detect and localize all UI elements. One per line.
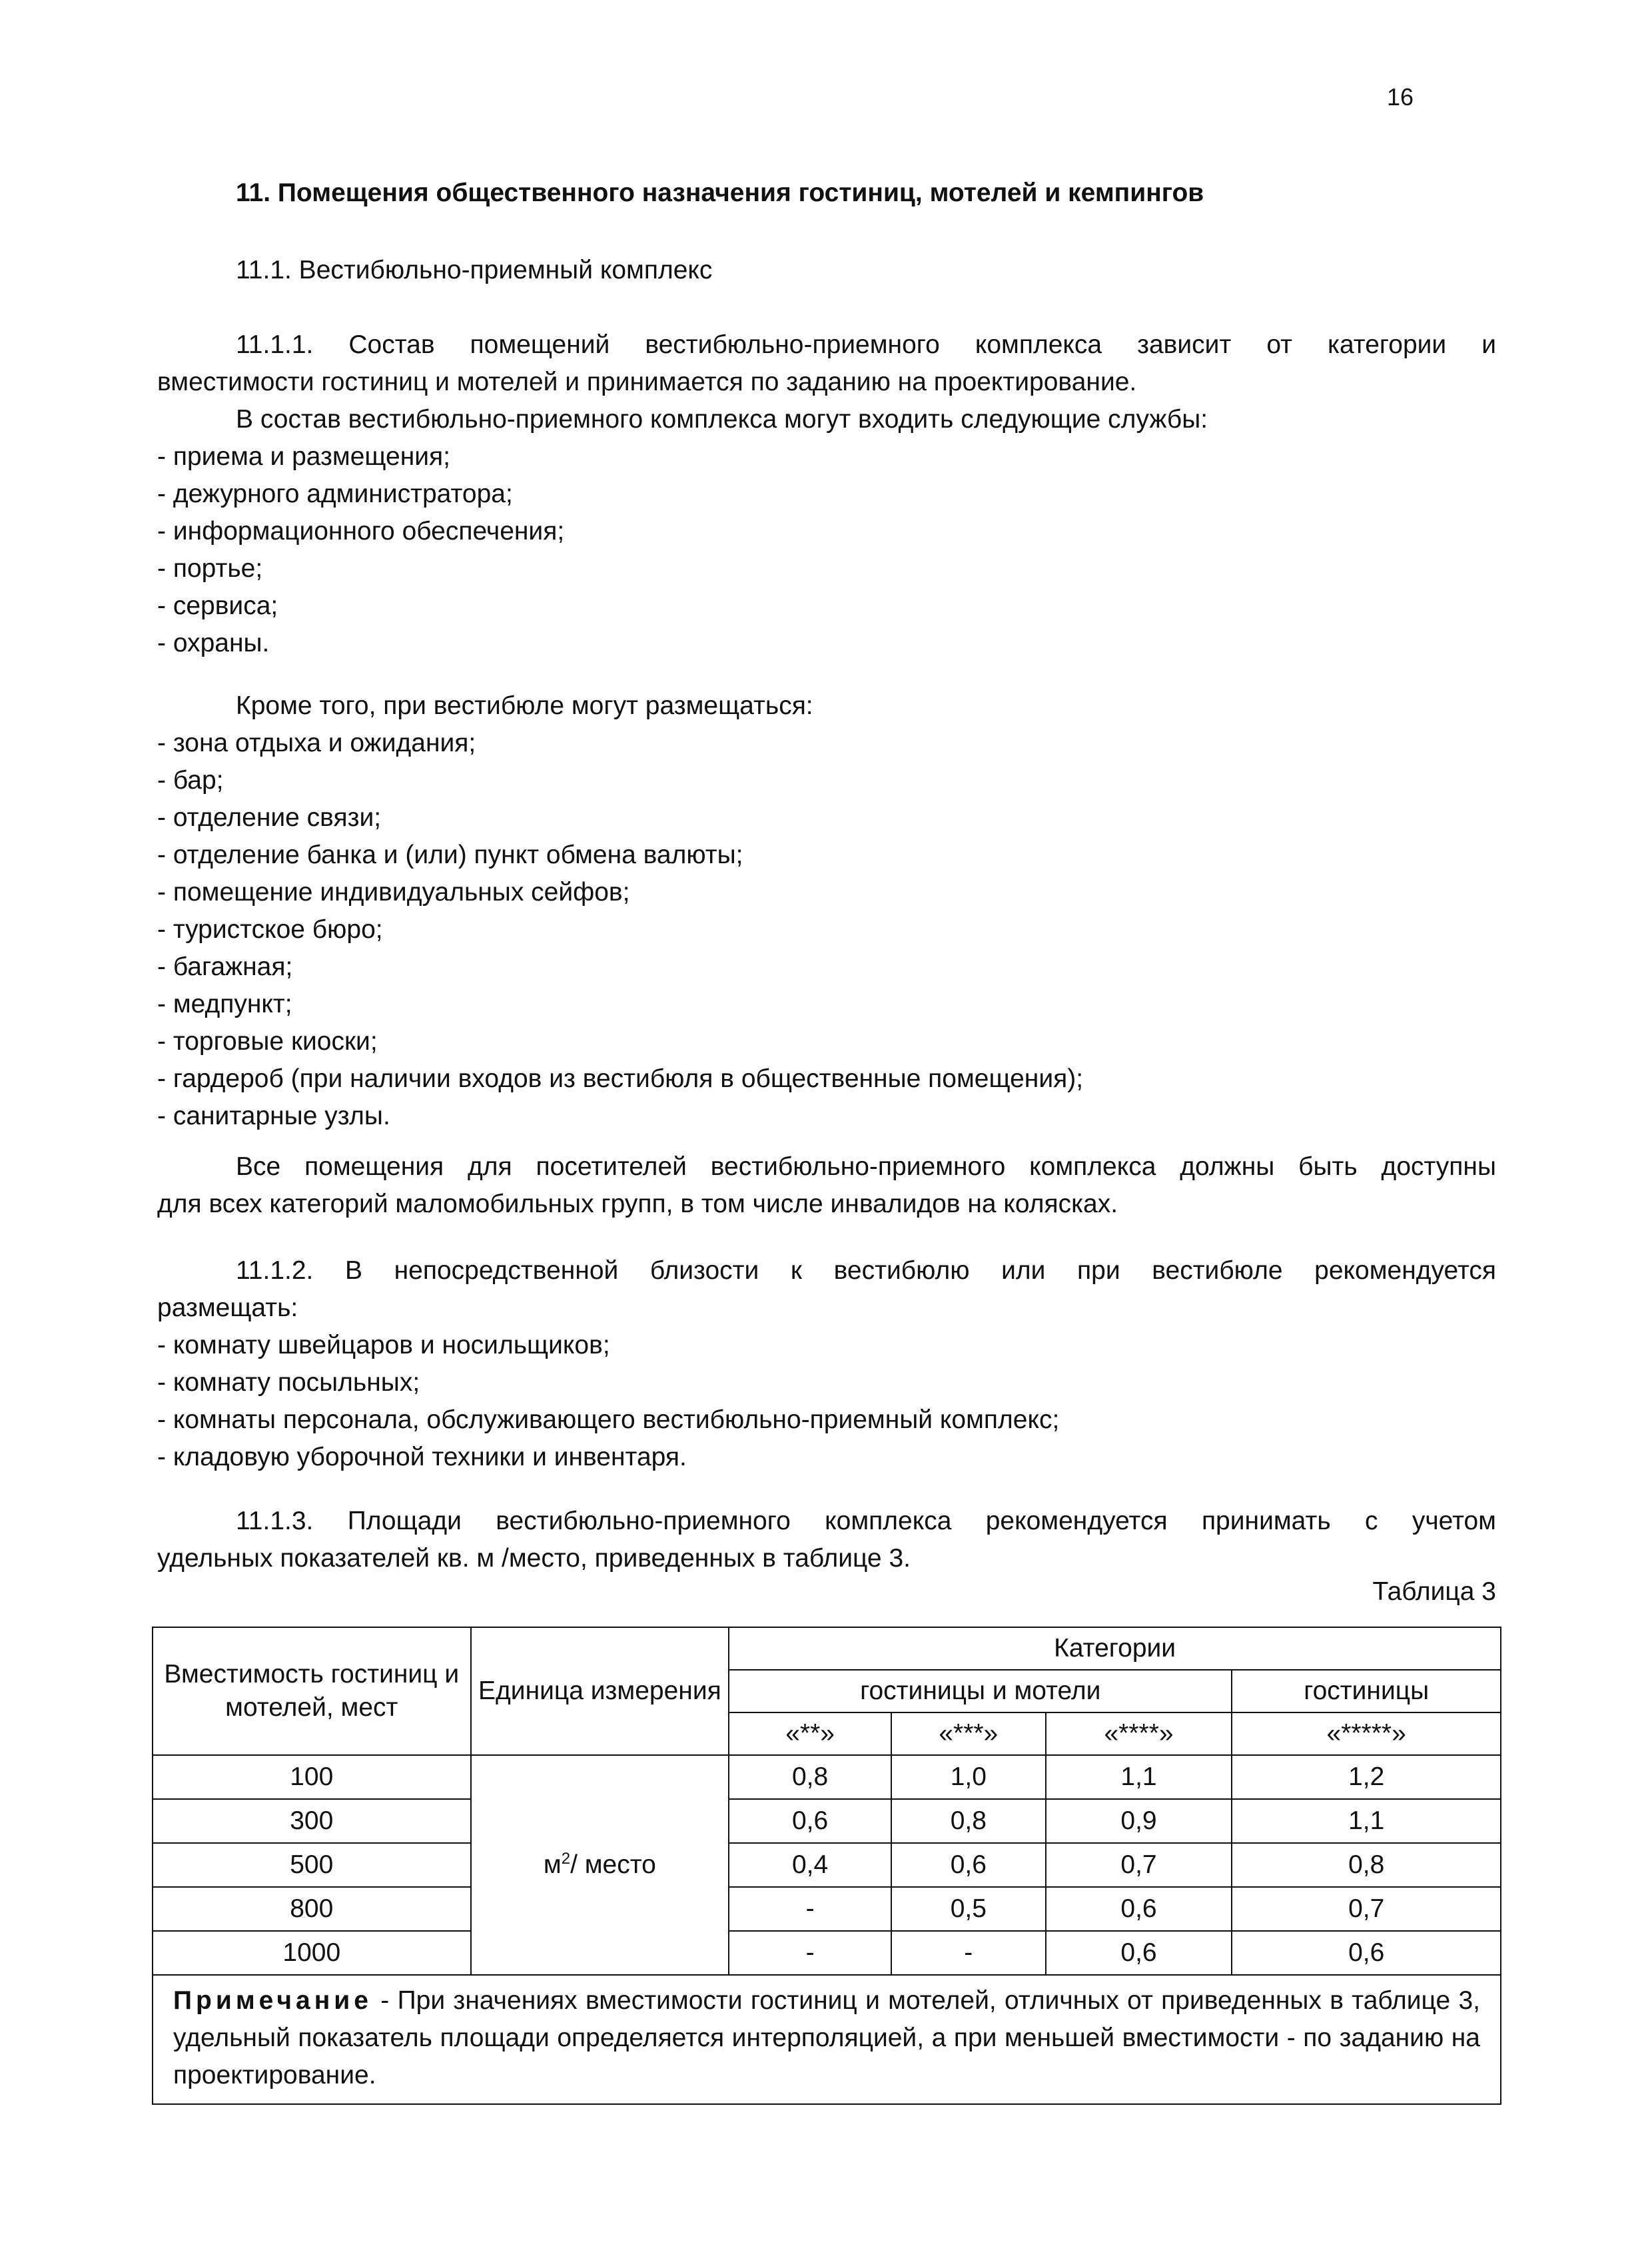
cell-value: 1,1	[1046, 1755, 1232, 1799]
cell-value: -	[891, 1931, 1046, 1975]
note-text: - При значениях вместимости гостиниц и мотелей, отличных от приведенных в таблице 3, удельный показатель площади определяется интерполяцией, а при меньшей вместимости - по заданию на проектирование.	[173, 1986, 1480, 2089]
list-item: - санитарные узлы.	[157, 1102, 390, 1130]
cell-value: 0,4	[729, 1843, 891, 1887]
paragraph-11-1-3	[157, 1503, 1496, 1577]
cell-value: 0,8	[891, 1799, 1046, 1843]
cell-value: 0,5	[891, 1887, 1046, 1931]
cell-capacity: 300	[153, 1799, 471, 1843]
unit-rest: / место	[570, 1850, 656, 1879]
paragraph-line: 11.1.3. Площади вестибюльно-приемного комплекса рекомендуется принимать с учетом	[236, 1507, 1496, 1535]
paragraph-line: 11.1.2. В непосредственной близости к вестибюлю или при вестибюле рекомендуется	[236, 1256, 1496, 1285]
cell-capacity: 800	[153, 1887, 471, 1931]
cell-value: -	[729, 1931, 891, 1975]
note-label: Примечание	[173, 1986, 372, 2015]
list-item: - кладовую уборочной техники и инвентаря.	[157, 1443, 687, 1471]
header-hotels-motels: гостиницы и мотели	[729, 1670, 1232, 1712]
list-item: - медпункт;	[157, 990, 292, 1018]
cell-value: 0,6	[891, 1843, 1046, 1887]
page-number: 16	[1387, 83, 1414, 111]
list-item: - отделение банка и (или) пункт обмена валюты;	[157, 841, 743, 869]
table-row	[153, 1755, 1501, 1799]
cell-value: 0,7	[1232, 1887, 1501, 1931]
header-category-4star: «****»	[1046, 1712, 1232, 1755]
cell-value: -	[729, 1887, 891, 1931]
list-item: - багажная;	[157, 952, 293, 981]
cell-value: 0,8	[729, 1755, 891, 1799]
table-row	[153, 1887, 1501, 1931]
list-item: - отделение связи;	[157, 803, 382, 832]
cell-value: 0,9	[1046, 1799, 1232, 1843]
list-item: - портье;	[157, 554, 263, 583]
header-categories: Категории	[729, 1627, 1501, 1670]
paragraph-line: размещать:	[157, 1294, 298, 1322]
cell-value: 1,2	[1232, 1755, 1501, 1799]
cell-value: 0,6	[1232, 1931, 1501, 1975]
table-row	[153, 1799, 1501, 1843]
list-item: - торговые киоски;	[157, 1027, 378, 1056]
cell-capacity: 1000	[153, 1931, 471, 1975]
header-hotels: гостиницы	[1232, 1670, 1501, 1712]
list-item: - дежурного администратора;	[157, 480, 513, 508]
cell-capacity: 100	[153, 1755, 471, 1799]
cell-value: 0,8	[1232, 1843, 1501, 1887]
cell-value: 0,6	[1046, 1931, 1232, 1975]
paragraph-line: 11.1.1. Состав помещений вестибюльно-приемного комплекса зависит от категории и	[236, 330, 1496, 359]
list-item: - туристское бюро;	[157, 915, 383, 944]
paragraph-intro: Кроме того, при вестибюле могут размещаться:	[236, 691, 813, 720]
list-item: - комнаты персонала, обслуживающего вестибюльно-приемный комплекс;	[157, 1405, 1060, 1434]
paragraph-line: удельных показателей кв. м /место, приведенных в таблице 3.	[157, 1544, 911, 1573]
additional-list	[157, 725, 1496, 1135]
subsection-title: 11.1. Вестибюльно-приемный комплекс	[236, 256, 713, 284]
list-item: - гардероб (при наличии входов из вестибюля в общественные помещения);	[157, 1064, 1084, 1093]
list-item: - комнату швейцаров и носильщиков;	[157, 1331, 610, 1359]
paragraph-line: для всех категорий маломобильных групп, в том числе инвалидов на колясках.	[157, 1190, 1118, 1218]
list-item: - помещение индивидуальных сейфов;	[157, 878, 630, 907]
paragraph-line: Все помещения для посетителей вестибюльно-приемного комплекса должны быть доступны	[236, 1152, 1496, 1181]
staff-rooms-list	[157, 1327, 1496, 1476]
paragraph-11-1-1	[157, 326, 1496, 662]
list-item: - комнату посыльных;	[157, 1368, 420, 1397]
header-category-5star: «*****»	[1232, 1712, 1501, 1755]
header-category-3star: «***»	[891, 1712, 1046, 1755]
list-item: - информационного обеспечения;	[157, 517, 565, 546]
cell-value: 0,6	[1046, 1887, 1232, 1931]
services-list	[157, 438, 1496, 662]
table-row	[153, 1931, 1501, 1975]
header-capacity: Вместимость гостиниц и мотелей, мест	[153, 1627, 471, 1755]
header-category-2star: «**»	[729, 1712, 891, 1755]
list-item: - зона отдыха и ожидания;	[157, 729, 476, 757]
unit-base: м	[543, 1850, 562, 1879]
list-item: - бар;	[157, 766, 224, 795]
list-item: - сервиса;	[157, 591, 278, 620]
unit-superscript: 2	[561, 1850, 571, 1868]
table-note	[153, 1975, 1501, 2104]
section-title: 11. Помещения общественного назначения гостиниц, мотелей и кемпингов	[236, 179, 1204, 207]
paragraph-intro: В состав вестибюльно-приемного комплекса могут входить следующие службы:	[236, 405, 1208, 434]
area-table	[152, 1627, 1501, 2105]
cell-unit	[471, 1755, 729, 1975]
cell-capacity: 500	[153, 1843, 471, 1887]
paragraph-11-1-2	[157, 1252, 1496, 1476]
header-unit: Единица измерения	[471, 1627, 729, 1755]
table-row	[153, 1843, 1501, 1887]
cell-value: 0,6	[729, 1799, 891, 1843]
table-caption: Таблица 3	[1372, 1577, 1496, 1606]
table-note-row	[153, 1975, 1501, 2104]
cell-value: 1,0	[891, 1755, 1046, 1799]
paragraph-line: вместимости гостиниц и мотелей и принимается по заданию на проектирование.	[157, 368, 1137, 396]
list-item: - приема и размещения;	[157, 442, 451, 471]
list-item: - охраны.	[157, 629, 270, 657]
cell-value: 0,7	[1046, 1843, 1232, 1887]
paragraph-accessibility	[157, 1148, 1496, 1223]
paragraph-additional	[157, 687, 1496, 1135]
cell-value: 1,1	[1232, 1799, 1501, 1843]
